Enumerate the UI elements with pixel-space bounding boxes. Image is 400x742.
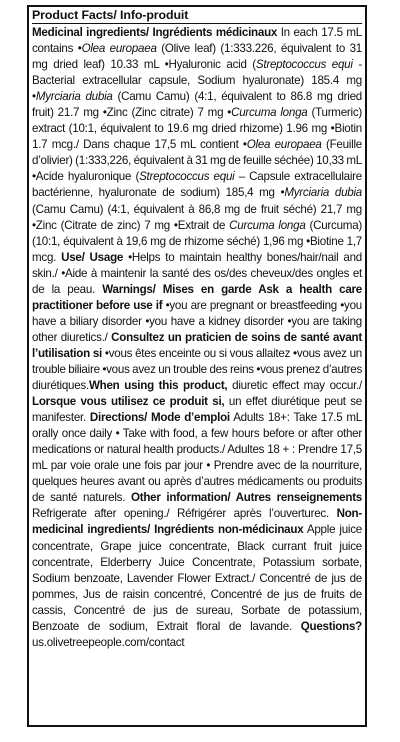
italic-species-text: Olea europaea	[246, 138, 322, 152]
body-text-segment: us.olivetreepeople.com/contact	[32, 635, 185, 649]
product-facts-panel	[27, 5, 367, 727]
bold-heading-text: Use/ Usage	[61, 250, 124, 264]
bold-heading-text: Directions/ Mode d’emploi	[89, 411, 230, 425]
bold-heading-text: When using this product,	[88, 379, 228, 393]
body-text-segment: (Camu Camu) (4:1, équivalent to 86.8 mg dried fruit) 21.7 mg •Zinc (Zinc citrate) 7 mg •	[32, 90, 362, 120]
body-text-segment: Adults 18+: Take 17.5 mL orally once daily • Take with food, a few hours before or after other medications or natural health products./ Adultes 18 + : Prendre 17,5 mL par voie orale une fois par jour • Prendre avec de la nourriture, quelques heures avant ou après d’autres médicaments ou produits de santé naturels.	[32, 411, 362, 505]
body-text-segment: (Olive leaf) (1:333.226, équivalent to 31 mg dried leaf) 10.33 mL •Hyaluronic acid (	[32, 42, 362, 72]
panel-title: Product Facts/ Info-produit	[32, 8, 362, 24]
body-text-segment: (Camu Camu) (4:1, équivalent à 86,8 mg de fruit séché) 21,7 mg •Zinc (Citrate de zinc) 7 mg •Extrait de	[32, 202, 362, 232]
italic-species-text: Myrciaria dubia	[35, 90, 113, 104]
body-text-segment: Refrigerate after opening./ Réfrigérer après l’ouverturec.	[32, 507, 337, 521]
body-text-segment: un effet diurétique peut se manifester.	[32, 395, 362, 425]
body-text-segment: •vous êtes enceinte ou si vous allaitez •vous avez un trouble biliaire •vous avez un trouble des reins •vous prenez d’autres diurétiques.	[32, 346, 362, 393]
body-text-segment: Apple juice concentrate, Grape juice concentrate, Black currant fruit juice concentrate, Elderberry Juice Concentrate, Potassium sorbate, Sodium benzoate, Lavender Flower Extract./ Concentré de jus de pommes, Jus de raisin concentré, Concentré de jus de fruits de cassis, Concentré de jus de sureau, Sorbate de potassium, Benzoate de sodium, Extrait floral de lavande.	[32, 523, 362, 633]
bold-heading-text: Warnings/ Mises en garde Ask a health care practitioner before use if	[32, 282, 362, 312]
body-text-segment: (Feuille d’olivier) (1:333,226, équivalent à 31 mg de feuille séchée) 10,33 mL •Acide hyaluronique (	[32, 138, 362, 184]
product-facts-body	[32, 25, 362, 651]
italic-species-text: Curcuma longa	[229, 218, 306, 232]
bold-heading-text: Lorsque vous utilisez ce produit si,	[32, 395, 225, 409]
bold-heading-text: Consultez un praticien de soins de santé avant l’utilisation si	[32, 330, 363, 360]
body-text-segment: In each 17.5 mL contains •	[32, 26, 362, 56]
body-text-segment: diuretic effect may occur./	[227, 379, 362, 393]
italic-species-text: Myrciaria dubia	[284, 186, 363, 200]
body-text-segment: •you are pregnant or breastfeeding •you have a biliary disorder •you have a kidney disorder •you are taking other diuretics./	[32, 298, 362, 344]
italic-species-text: Olea europaea	[81, 42, 157, 56]
bold-heading-text: Medicinal ingredients/ Ingrédients médicinaux	[32, 26, 278, 39]
bold-heading-text: Questions?	[300, 619, 362, 633]
bold-heading-text: Other information/ Autres renseignements	[130, 491, 363, 505]
bold-heading-text: Non-medicinal ingredients/ Ingrédients non-médicinaux	[32, 507, 362, 537]
body-text-segment: - Bacterial extracellular capsule, Sodium hyaluronate) 185.4 mg •	[32, 58, 362, 104]
body-text-segment: (Curcuma) (10:1, équivalent à 19,6 mg de rhizome séché) 1,96 mg •Biotine 1,7 mcg.	[32, 218, 362, 264]
body-text-segment: •Helps to maintain healthy bones/hair/nail and skin./ •Aide à maintenir la santé des os/des cheveux/des ongles et de la peau.	[32, 250, 362, 296]
body-text-segment: (Turmeric) extract (10:1, équivalent to 19.6 mg dried rhizome) 1.96 mg •Biotin 1.7 mcg./ Dans chaque 17,5 mL contient •	[32, 106, 362, 152]
body-text-segment: – Capsule extracellulaire bactérienne, hyaluronate de sodium) 185,4 mg •	[32, 170, 362, 200]
italic-species-text: Curcuma longa	[231, 106, 308, 120]
italic-species-text: Streptococcus equi	[255, 58, 353, 72]
italic-species-text: Streptococcus equi	[139, 170, 235, 184]
